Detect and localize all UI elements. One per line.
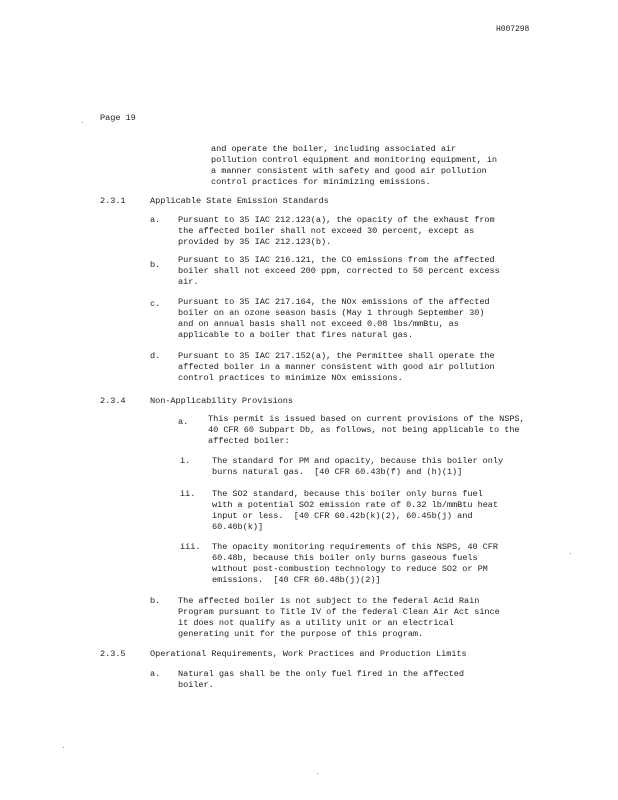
- item-line: This permit is issued based on current provisions of the NSPS,: [208, 414, 525, 424]
- scan-speck: [317, 773, 318, 774]
- subitem-line: The standard for PM and opacity, because this boiler only: [212, 456, 504, 466]
- item-line: affected boiler in a manner consistent with good air pollution: [178, 362, 495, 372]
- intro-line: and operate the boiler, including associated air: [211, 144, 457, 154]
- item-line: Pursuant to 35 IAC 216.121, the CO emissions from the affected: [178, 255, 495, 265]
- item-line: boiler.: [178, 680, 214, 690]
- item-line: provided by 35 IAC 212.123(b).: [178, 237, 332, 247]
- subitem-line: input or less. [40 CFR 60.42b(k)(2), 60.45b(j) and: [212, 511, 473, 521]
- item-letter: b.: [150, 596, 161, 606]
- section-number: 2.3.5: [100, 649, 126, 659]
- subitem-number: i.: [180, 456, 191, 466]
- document-id: H007298: [496, 25, 530, 34]
- intro-line: control practices for minimizing emissions.: [211, 177, 431, 187]
- item-line: Pursuant to 35 IAC 212.123(a), the opacity of the exhaust from: [178, 215, 495, 225]
- item-line: air.: [178, 277, 199, 287]
- subitem-number: ii.: [180, 489, 196, 499]
- subitem-line: 60.48b, because this boiler only burns gaseous fuels: [212, 553, 478, 563]
- intro-line: pollution control equipment and monitoring equipment, in: [211, 155, 497, 165]
- item-letter: d.: [150, 351, 161, 361]
- item-line: control practices to minimize NOx emissions.: [178, 373, 403, 383]
- item-letter: a.: [150, 669, 161, 679]
- item-line: The affected boiler is not subject to the federal Acid Rain: [178, 596, 480, 606]
- subitem-line: emissions. [40 CFR 60.48b(j)(2)]: [212, 575, 381, 585]
- section-number: 2.3.4: [100, 396, 126, 406]
- subitem-line: The opacity monitoring requirements of this NSPS, 40 CFR: [212, 542, 498, 552]
- intro-line: a manner consistent with safety and good air pollution: [211, 166, 487, 176]
- subitem-number: iii.: [180, 542, 201, 552]
- page-label: Page 19: [100, 113, 136, 123]
- item-letter: b.: [150, 260, 161, 270]
- item-letter: c.: [150, 299, 161, 309]
- subitem-line: without post-combustion technology to reduce SO2 or PM: [212, 564, 488, 574]
- item-letter: a.: [150, 215, 161, 225]
- section-heading: Non-Applicability Provisions: [150, 396, 293, 406]
- item-line: and on annual basis shall not exceed 0.08 lbs/mmBtu, as: [178, 319, 459, 329]
- item-line: Program pursuant to Title IV of the federal Clean Air Act since: [178, 607, 500, 617]
- item-line: boiler shall not exceed 200 ppm, corrected to 50 percent excess: [178, 266, 500, 276]
- subitem-line: The SO2 standard, because this boiler only burns fuel: [212, 489, 483, 499]
- subitem-line: with a potential SO2 emission rate of 0.32 lb/mmBtu heat: [212, 500, 498, 510]
- section-heading: Applicable State Emission Standards: [150, 196, 329, 206]
- item-line: 40 CFR 60 Subpart Db, as follows, not being applicable to the: [208, 425, 520, 435]
- item-line: boiler on an ozone season basis (May 1 through September 30): [178, 308, 485, 318]
- scan-speck: [82, 122, 83, 123]
- item-line: Natural gas shall be the only fuel fired in the affected: [178, 669, 464, 679]
- subitem-line: 60.40b(k)]: [212, 522, 264, 532]
- item-letter: a.: [178, 417, 189, 427]
- item-line: applicable to a boiler that fires natural gas.: [178, 330, 413, 340]
- scan-speck: [63, 747, 64, 748]
- item-line: generating unit for the purpose of this program.: [178, 629, 424, 639]
- section-heading: Operational Requirements, Work Practices and Production Limits: [150, 649, 467, 659]
- item-line: Pursuant to 35 IAC 217.164, the NOx emissions of the affected: [178, 297, 490, 307]
- subitem-line: burns natural gas. [40 CFR 60.43b(f) and (h)(1)]: [212, 467, 463, 477]
- item-line: affected boiler:: [208, 436, 290, 446]
- section-number: 2.3.1: [100, 196, 126, 206]
- scan-speck: [570, 553, 571, 554]
- item-line: it does not qualify as a utility unit or an electrical: [178, 618, 454, 628]
- item-line: Pursuant to 35 IAC 217.152(a), the Permittee shall operate the: [178, 351, 495, 361]
- item-line: the affected boiler shall not exceed 30 percent, except as: [178, 226, 475, 236]
